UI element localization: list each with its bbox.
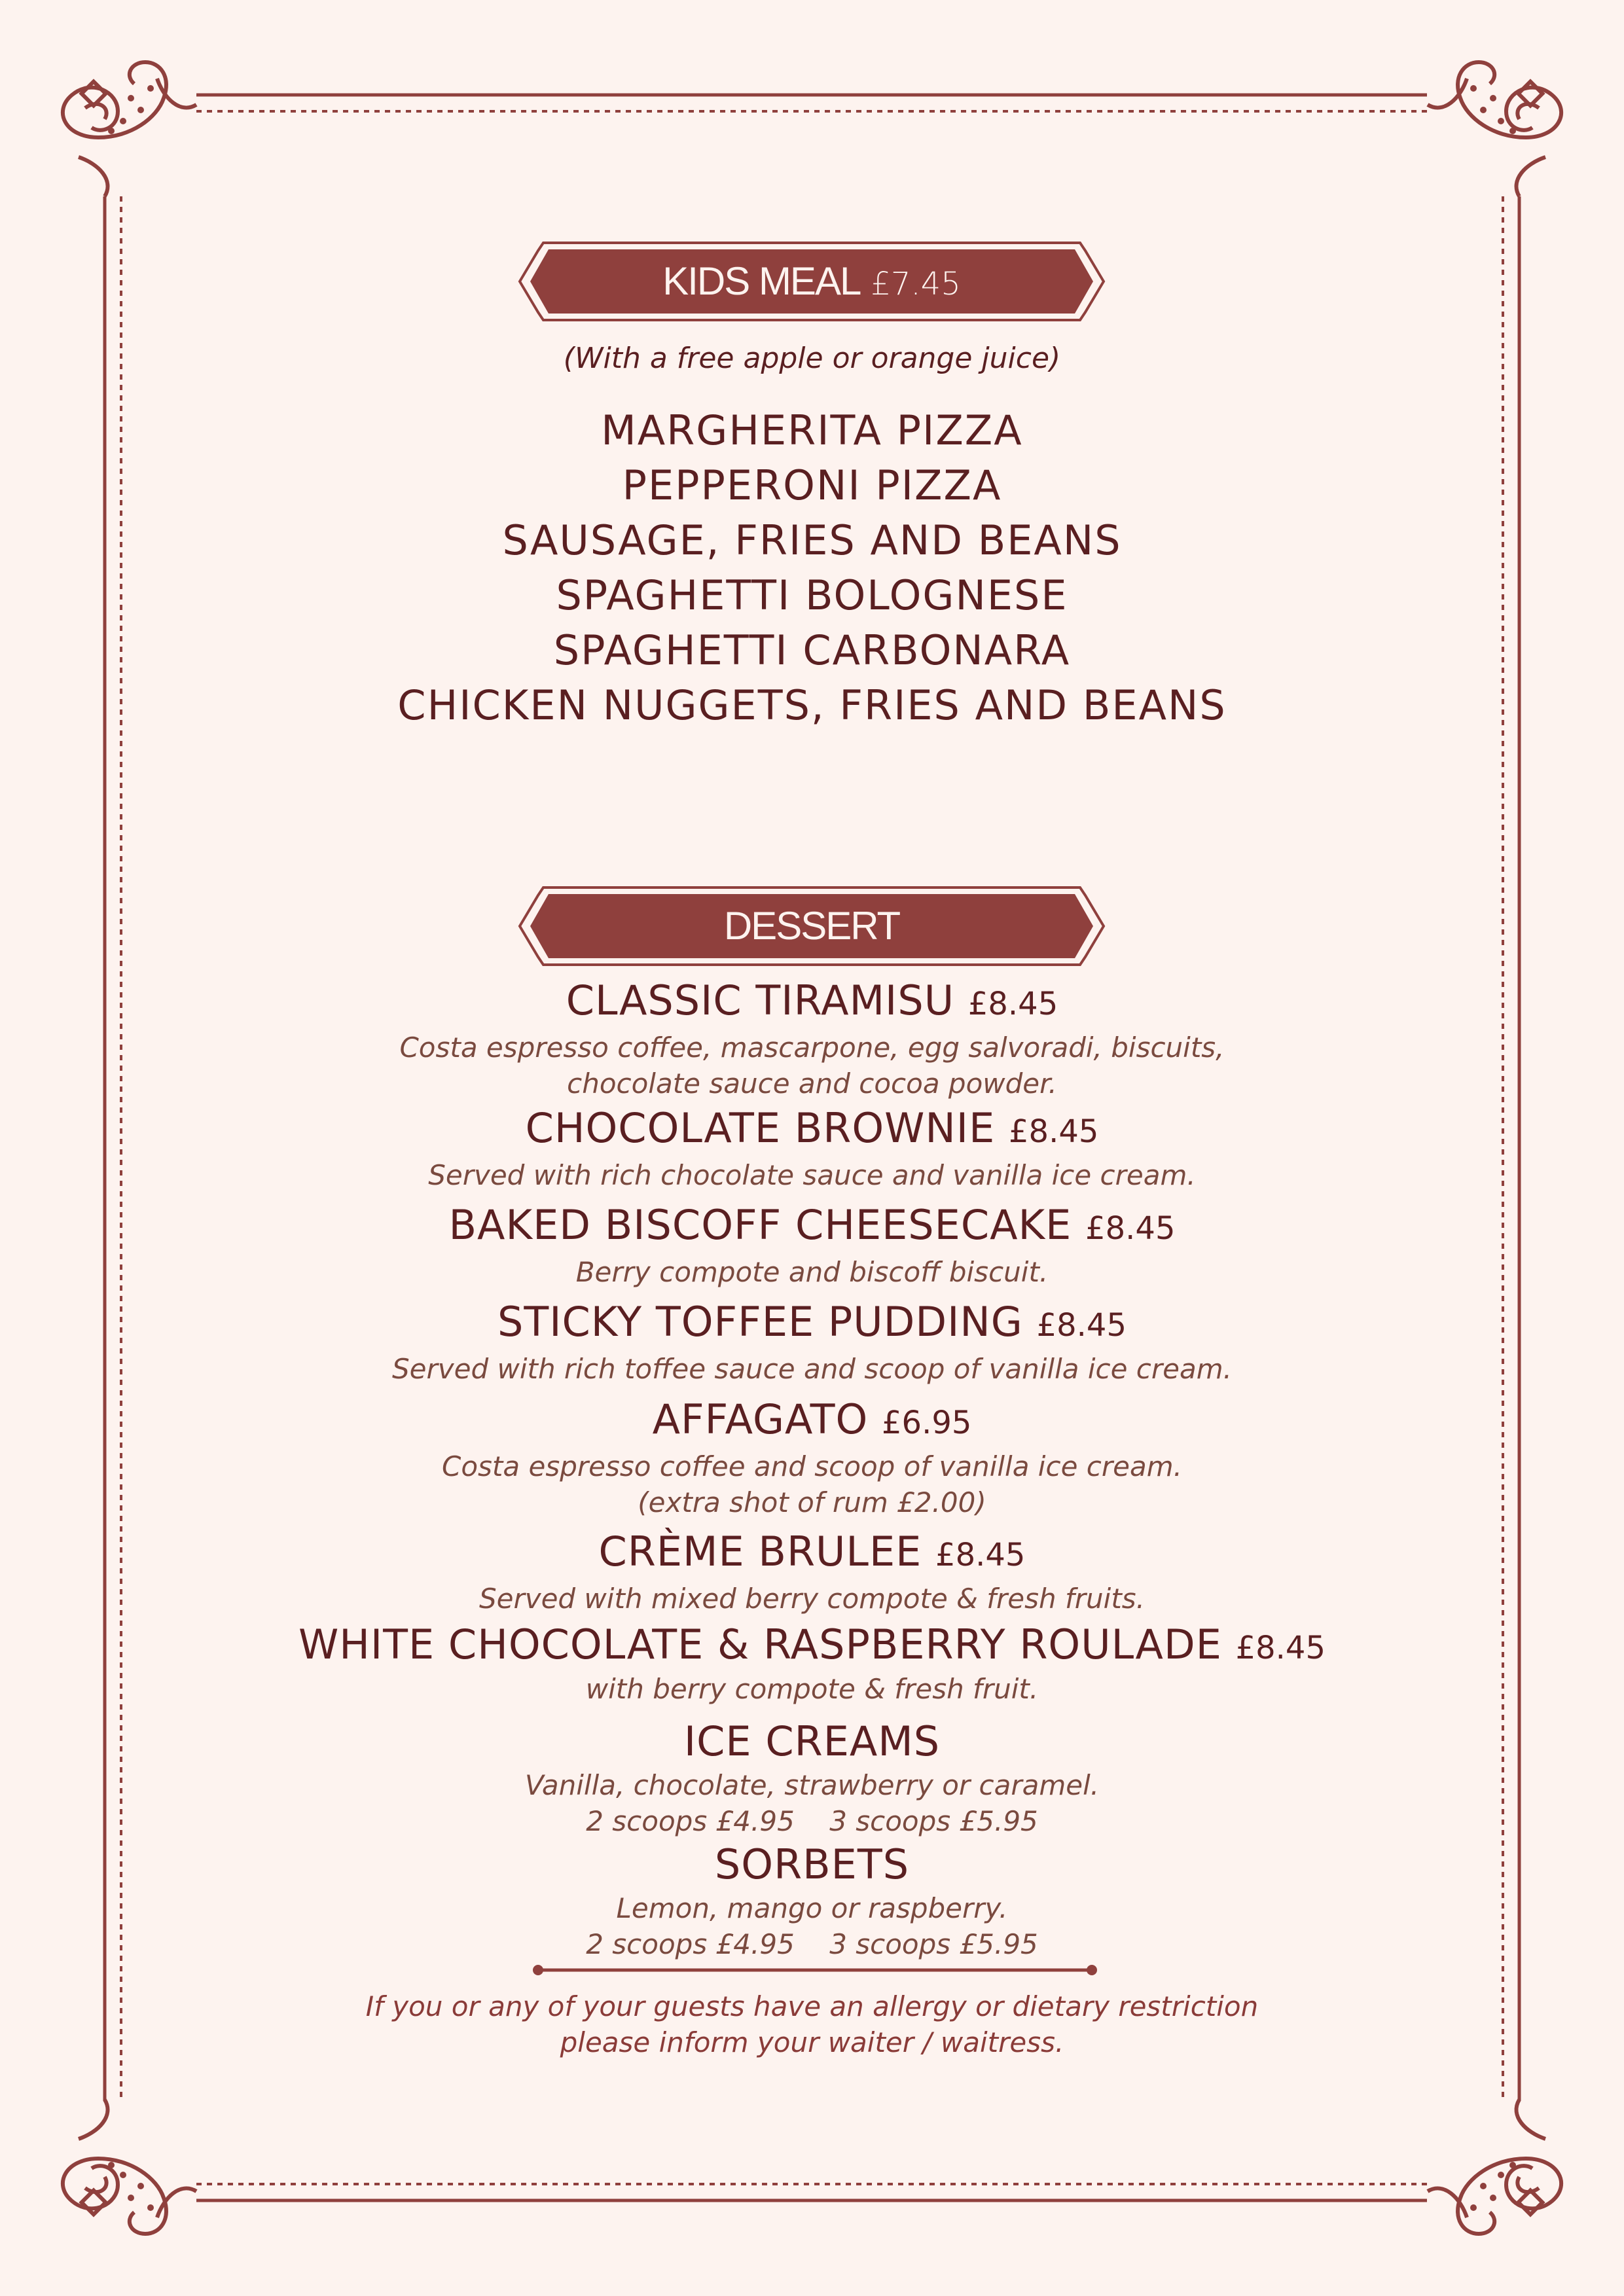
dessert-item-price: £8.45	[1235, 1630, 1326, 1666]
kids-meal-item: SPAGHETTI BOLOGNESE	[556, 571, 1068, 619]
dessert-item-description: 2 scoops £4.95 3 scoops £5.95	[586, 1928, 1038, 1960]
dessert-title: DESSERT	[723, 904, 900, 948]
kids-meal-note: (With a free apple or orange juice)	[563, 342, 1061, 375]
dessert-item-name: CLASSIC TIRAMISU	[566, 977, 955, 1024]
kids-meal-price: £7.45	[871, 266, 961, 302]
dessert-item-name: CRÈME BRULEE	[598, 1528, 922, 1575]
allergy-notice	[0, 1988, 1624, 2060]
dessert-item-price: £8.45	[1036, 1307, 1127, 1344]
dessert-item	[0, 1622, 1624, 1707]
corner-ornament-bottom-left	[63, 2100, 196, 2234]
dessert-item-description: Costa espresso coffee and scoop of vanilla ice cream.	[442, 1450, 1182, 1482]
dessert-item-price: £8.45	[967, 986, 1058, 1022]
dessert-item-name: STICKY TOFFEE PUDDING	[497, 1298, 1023, 1346]
dessert-item-description: Costa espresso coffee, mascarpone, egg salvoradi, biscuits,	[399, 1031, 1225, 1064]
dessert-item-description: Served with mixed berry compote & fresh fruits.	[478, 1583, 1146, 1615]
kids-meal-item: CHICKEN NUGGETS, FRIES AND BEANS	[397, 681, 1227, 729]
kids-meal-item: PEPPERONI PIZZA	[622, 461, 1002, 509]
dessert-item-name: AFFAGATO	[652, 1395, 869, 1443]
dessert-item-name: CHOCOLATE BROWNIE	[525, 1104, 996, 1152]
dessert-item-price: £6.95	[881, 1405, 972, 1441]
dessert-item-description: Served with rich toffee sauce and scoop of vanilla ice cream.	[392, 1353, 1232, 1385]
dessert-item-description: 2 scoops £4.95 3 scoops £5.95	[586, 1805, 1038, 1837]
dessert-item-name: ICE CREAMS	[683, 1717, 941, 1765]
dessert-item-price: £8.45	[1085, 1210, 1176, 1247]
kids-meal-item: SAUSAGE, FRIES AND BEANS	[502, 516, 1122, 564]
dessert-item-name: BAKED BISCOFF CHEESECAKE	[448, 1201, 1072, 1249]
corner-ornament-top-right	[1428, 62, 1561, 196]
kids-meal-item: MARGHERITA PIZZA	[601, 406, 1023, 454]
dessert-item-price: £8.45	[1008, 1113, 1099, 1150]
dessert-item-description: (extra shot of rum £2.00)	[638, 1486, 986, 1518]
dessert-item-description: chocolate sauce and cocoa powder.	[567, 1067, 1057, 1100]
dessert-item-name: WHITE CHOCOLATE & RASPBERRY ROULADE	[298, 1621, 1222, 1668]
dessert-item	[0, 975, 1624, 1102]
dessert-banner	[517, 884, 1106, 969]
dessert-item-description: with berry compote & fresh fruit.	[585, 1673, 1039, 1705]
kids-meal-item: SPAGHETTI CARBONARA	[553, 626, 1071, 674]
kids-meal-title: KIDS MEAL	[662, 259, 861, 303]
kids-meal-banner	[517, 239, 1106, 324]
allergy-notice-line: please inform your waiter / waitress.	[560, 2026, 1064, 2058]
dessert-item-price: £8.45	[935, 1537, 1026, 1573]
dessert-item-description: Served with rich chocolate sauce and vanilla ice cream.	[428, 1159, 1196, 1191]
dessert-item-name: SORBETS	[714, 1840, 910, 1888]
dessert-item-description: Lemon, mango or raspberry.	[616, 1892, 1008, 1924]
dessert-item-description: Berry compote and biscoff biscuit.	[575, 1256, 1049, 1288]
dessert-item	[0, 1297, 1624, 1387]
dessert-item	[0, 1394, 1624, 1520]
corner-ornament-bottom-right	[1428, 2100, 1561, 2234]
dessert-item	[0, 1839, 1624, 1962]
dessert-item	[0, 1200, 1624, 1290]
dessert-item	[0, 1103, 1624, 1193]
divider	[530, 1962, 1100, 1978]
dessert-item-description: Vanilla, chocolate, strawberry or caramel.	[524, 1769, 1100, 1801]
kids-meal-list	[0, 403, 1624, 733]
dessert-item	[0, 1716, 1624, 1839]
allergy-notice-line: If you or any of your guests have an allergy or dietary restriction	[365, 1990, 1259, 2022]
dessert-item	[0, 1526, 1624, 1617]
corner-ornament-top-left	[63, 62, 196, 196]
